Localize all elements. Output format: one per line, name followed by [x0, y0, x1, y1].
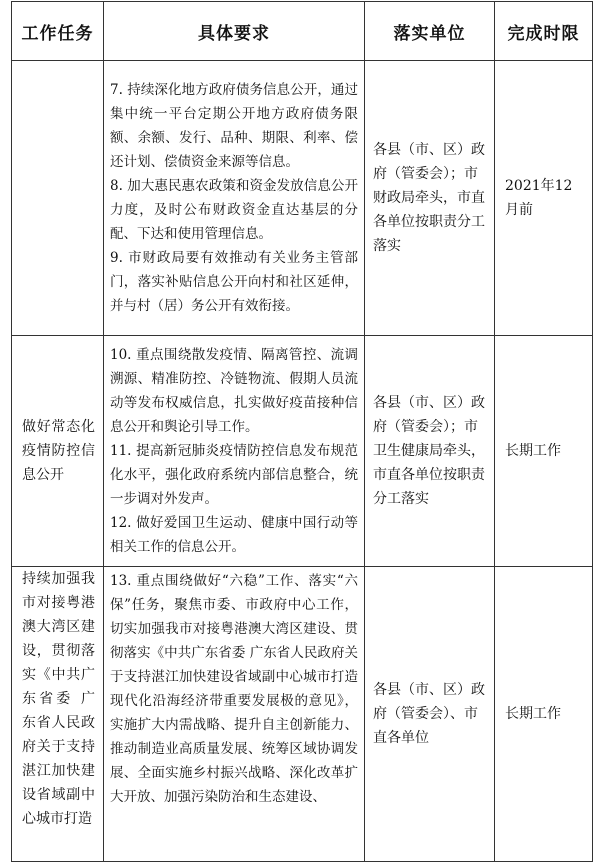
requirement-item: 13. 重点围绕做好“六稳”工作、落实“六保”任务，聚焦市委、市政府中心工作，切实加强我市对接粤港澳大湾区建设、贯彻落实《中共广东省委 广东省人民政府关于支持湛江加快建设省域副中心城市打造现代化沿海经济带重要发展极的意见》，实施扩大内需战略、提升自主创新能力、推动制造业高质量发展、统筹区域协调发展、全面实施乡村振兴战略、深化改革扩大开放、加强污染防治和生态建设、 — [110, 573, 358, 805]
header-deadline: 完成时限 — [495, 2, 593, 61]
header-unit: 落实单位 — [365, 2, 495, 61]
requirements-cell — [104, 336, 365, 567]
requirement-item: 8. 加大惠民惠农政策和资金发放信息公开力度，及时公布财政资金直达基层的分配、下达和使用管理信息。 — [110, 178, 358, 242]
requirement-item: 9. 市财政局要有效推动有关业务主管部门，落实补贴信息公开向村和社区延伸，并与村（居）务公开有效衔接。 — [110, 250, 358, 314]
requirements-cell — [104, 567, 365, 862]
table-header-row — [12, 2, 593, 61]
task-cell: 做好常态化疫情防控信息公开 — [12, 336, 104, 567]
table-row — [12, 567, 593, 862]
unit-cell: 各县（市、区）政府（管委会）、市直各单位 — [365, 567, 495, 862]
deadline-cell: 长期工作 — [495, 567, 593, 862]
header-requirements: 具体要求 — [104, 2, 365, 61]
task-table — [11, 1, 593, 862]
requirement-item: 7. 持续深化地方政府债务信息公开，通过集中统一平台定期公开地方政府债务限额、余额、发行、品种、期限、利率、偿还计划、偿债资金来源等信息。 — [110, 82, 358, 170]
table-row — [12, 336, 593, 567]
table-row — [12, 61, 593, 336]
task-cell — [12, 61, 104, 336]
requirement-item: 12. 做好爱国卫生运动、健康中国行动等相关工作的信息公开。 — [110, 515, 358, 555]
requirement-item: 10. 重点围绕散发疫情、隔离管控、流调溯源、精准防控、冷链物流、假期人员流动等发布权威信息，扎实做好疫苗接种信息公开和舆论引导工作。 — [110, 347, 358, 435]
unit-cell: 各县（市、区）政府（管委会）；市卫生健康局牵头，市直各单位按职责分工落实 — [365, 336, 495, 567]
task-cell: 持续加强我市对接粤港澳大湾区建设，贯彻落实《中共广东省委 广东省人民政府关于支持湛江加快建设省域副中心城市打造 — [12, 567, 104, 862]
deadline-cell: 长期工作 — [495, 336, 593, 567]
requirement-item: 11. 提高新冠肺炎疫情防控信息发布规范化水平，强化政府系统内部信息整合，统一步调对外发声。 — [110, 443, 358, 507]
requirements-cell — [104, 61, 365, 336]
deadline-cell: 2021年12月前 — [495, 61, 593, 336]
unit-cell: 各县（市、区）政府（管委会）；市财政局牵头，市直各单位按职责分工落实 — [365, 61, 495, 336]
header-task: 工作任务 — [12, 2, 104, 61]
